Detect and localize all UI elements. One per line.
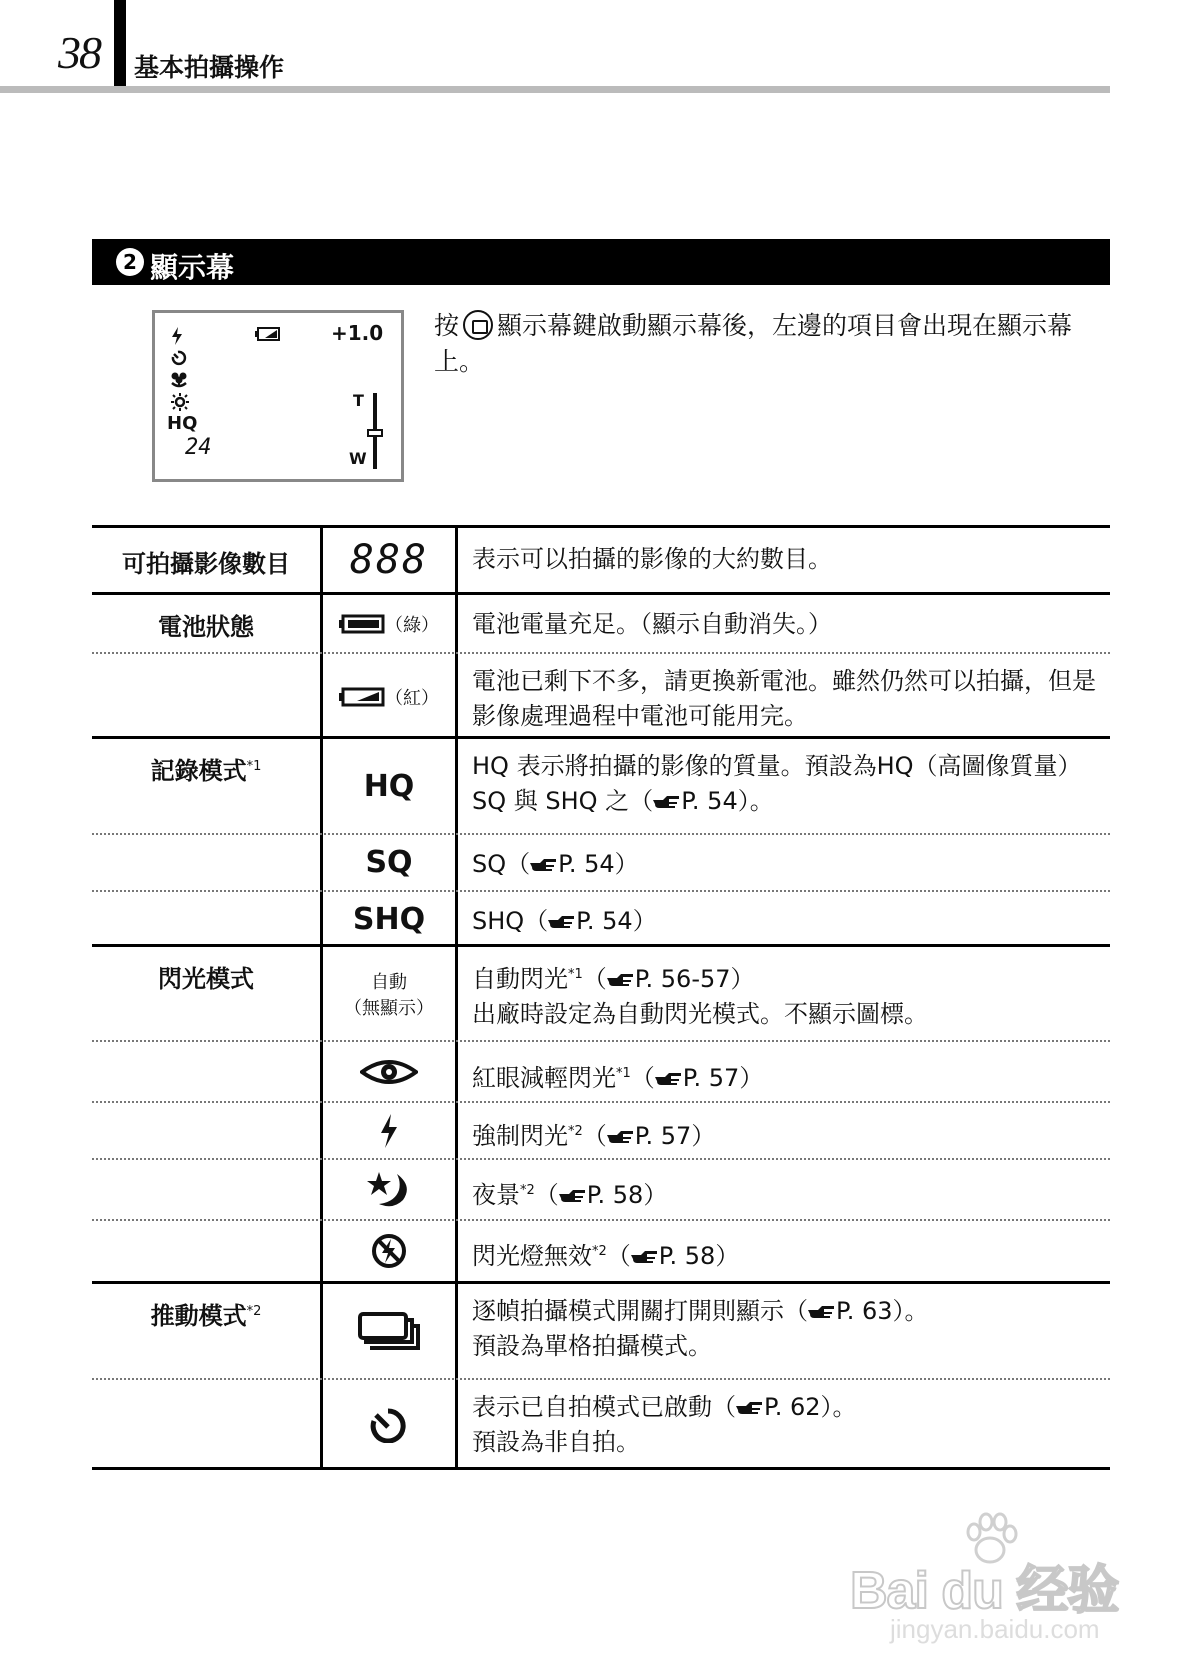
header-bar — [114, 0, 126, 92]
page-ref: P. 56-57 — [634, 965, 731, 993]
row-label-text: 推動模式 — [150, 1302, 247, 1330]
desc-text: ） — [632, 907, 657, 935]
desc-text: （ — [582, 1122, 607, 1150]
desc-text: 預設為單格拍攝模式。 — [472, 1332, 712, 1360]
row-desc: 電池電量充足。（顯示自動消失。） — [472, 610, 832, 638]
flash-icon — [379, 1114, 399, 1148]
symbol-cell — [323, 1284, 455, 1378]
pointing-hand-icon — [808, 1306, 836, 1320]
flash-icon — [171, 327, 183, 345]
battery-color-red: （紅） — [385, 687, 439, 709]
sq-symbol: SQ — [365, 845, 413, 880]
footnote-mark: *2 — [520, 1183, 535, 1198]
row-desc — [472, 1042, 1110, 1096]
table-group-record-mode — [92, 739, 1110, 947]
desc-text: SHQ（ — [472, 907, 549, 935]
table-row — [92, 595, 1110, 652]
desc-text: （ — [630, 1064, 655, 1092]
row-label-images: 可拍攝影像數目 — [122, 550, 290, 578]
table-row — [92, 652, 1110, 739]
watermark-url: jingyan.baidu.com — [890, 1614, 1100, 1644]
footnote-mark: *1 — [616, 1066, 631, 1081]
display-items-table — [92, 525, 1110, 1470]
desc-text: 出廠時設定為自動閃光模式。不顯示圖標。 — [472, 1000, 928, 1028]
battery-color-green: （綠） — [385, 614, 439, 636]
desc-text: ） — [730, 965, 755, 993]
page-number: 38 — [58, 27, 100, 78]
desc-text: ）。 — [737, 787, 774, 815]
row-desc — [472, 1380, 1110, 1460]
desc-text: 閃光燈無效 — [472, 1242, 592, 1270]
symbol-cell — [323, 835, 455, 890]
pointing-hand-icon — [631, 1251, 659, 1265]
table-row — [92, 1284, 1110, 1378]
table-group-images — [92, 528, 1110, 595]
symbol-cell — [323, 528, 455, 592]
pointing-hand-icon — [548, 916, 576, 930]
intro-text — [434, 308, 1114, 380]
night-scene-icon — [365, 1170, 413, 1210]
table-row — [92, 528, 1110, 592]
macro-icon — [169, 371, 189, 389]
table-group-drive-mode — [92, 1284, 1110, 1470]
lcd-exposure: +1.0 — [331, 321, 384, 345]
row-desc: 電池已剩下不多，請更換新電池。雖然仍然可以拍攝，但是影像處理過程中電池可能用完。 — [472, 667, 1096, 730]
desc-text: ） — [715, 1242, 740, 1270]
table-row — [92, 833, 1110, 890]
desc-text: （ — [534, 1181, 559, 1209]
lcd-quality: HQ — [167, 413, 198, 434]
page-ref: P. 58 — [586, 1181, 644, 1209]
section-title: 顯示幕 — [150, 251, 235, 284]
symbol-cell — [323, 1221, 455, 1281]
symbol-cell — [323, 947, 455, 1040]
auto-label: 自動 — [371, 971, 407, 993]
flash-off-icon — [371, 1233, 407, 1269]
row-desc — [472, 835, 1110, 882]
desc-text: （ — [606, 1242, 631, 1270]
lcd-panel-illustration — [152, 310, 404, 482]
table-row — [92, 1040, 1110, 1101]
desc-text: ） — [614, 850, 639, 878]
self-timer-icon — [169, 349, 187, 367]
table-row — [92, 739, 1110, 833]
desc-text: ） — [739, 1064, 764, 1092]
red-eye-icon — [360, 1058, 418, 1086]
footnote-mark: *1 — [246, 759, 262, 774]
symbol-cell — [323, 1160, 455, 1219]
desc-text: ） — [691, 1122, 716, 1150]
lcd-zoom-t: T — [353, 391, 364, 410]
row-desc — [472, 1284, 1110, 1364]
page-ref: P. 62 — [764, 1393, 821, 1421]
desc-text: HQ 表示將拍攝的影像的質量。預設為HQ（高圖像質量）SQ 與 SHQ 之（ — [472, 752, 1082, 815]
self-timer-icon — [366, 1407, 412, 1443]
lcd-count: 24 — [185, 435, 212, 460]
pointing-hand-icon — [655, 1073, 683, 1087]
intro-text-part1: 按 — [434, 311, 460, 340]
lcd-zoom-w: W — [349, 449, 367, 468]
table-row — [92, 890, 1110, 947]
desc-text: ）。 — [892, 1297, 929, 1325]
page-ref: P. 54 — [681, 787, 738, 815]
row-desc — [472, 1103, 1110, 1154]
footnote-mark: *2 — [592, 1244, 607, 1259]
shq-symbol: SHQ — [352, 902, 426, 937]
table-group-flash-mode — [92, 947, 1110, 1284]
segment-digits-symbol: 888 — [349, 537, 429, 583]
row-label-text: 記錄模式 — [150, 757, 247, 785]
symbol-cell — [323, 654, 455, 739]
symbol-cell — [323, 1042, 455, 1101]
intro-text-part2: 顯示幕鍵啟動顯示幕後，左邊的項目會出現在顯示幕上。 — [434, 311, 1073, 376]
pointing-hand-icon — [607, 1131, 635, 1145]
page-ref: P. 54 — [558, 850, 615, 878]
header-rule — [0, 86, 1110, 93]
row-desc — [472, 739, 1110, 819]
pointing-hand-icon — [653, 796, 681, 810]
symbol-cell — [323, 739, 455, 833]
symbol-cell — [323, 1380, 455, 1470]
desc-text: 夜景 — [472, 1181, 520, 1209]
desc-text: 表示已自拍模式已啟動（ — [472, 1393, 736, 1421]
pointing-hand-icon — [736, 1402, 764, 1416]
page-ref: P. 63 — [836, 1297, 893, 1325]
page-ref: P. 57 — [634, 1122, 692, 1150]
row-desc — [472, 947, 1110, 1032]
desc-text: 強制閃光 — [472, 1122, 568, 1150]
page-ref: P. 57 — [682, 1064, 740, 1092]
footnote-mark: *2 — [246, 1304, 262, 1319]
no-display-label: （無顯示） — [344, 997, 434, 1019]
symbol-cell — [323, 1103, 455, 1158]
row-desc — [472, 892, 1110, 939]
table-row — [92, 947, 1110, 1040]
footnote-mark: *1 — [568, 967, 583, 982]
desc-text: ） — [643, 1181, 668, 1209]
row-label-battery: 電池狀態 — [158, 613, 254, 641]
desc-text: 紅眼減輕閃光 — [472, 1064, 616, 1092]
battery-icon — [255, 327, 281, 341]
symbol-cell — [323, 892, 455, 947]
pointing-hand-icon — [607, 974, 635, 988]
pointing-hand-icon — [530, 859, 558, 873]
section-header — [92, 239, 1110, 285]
desc-text: SQ（ — [472, 850, 531, 878]
symbol-cell — [323, 595, 455, 652]
battery-full-icon — [339, 614, 385, 634]
table-row — [92, 1219, 1110, 1281]
row-desc — [472, 1221, 1110, 1274]
table-row — [92, 1101, 1110, 1158]
chapter-title: 基本拍攝操作 — [134, 53, 285, 82]
pointing-hand-icon — [559, 1190, 587, 1204]
page-ref: P. 58 — [658, 1242, 716, 1270]
hq-symbol: HQ — [363, 768, 415, 804]
desc-text: 逐幀拍攝模式開關打開則顯示（ — [472, 1297, 808, 1325]
zoom-indicator — [367, 429, 383, 437]
battery-low-icon — [339, 687, 385, 707]
table-group-battery — [92, 595, 1110, 739]
row-desc: 表示可以拍攝的影像的大約數目。 — [472, 545, 832, 573]
section-number: 2 — [116, 248, 144, 276]
desc-text: 自動閃光 — [472, 965, 568, 993]
page-ref: P. 54 — [576, 907, 633, 935]
row-desc — [472, 1160, 1110, 1213]
monitor-button-icon — [463, 310, 493, 340]
row-label-flash-mode: 閃光模式 — [158, 965, 254, 993]
desc-text: 預設為非自拍。 — [472, 1428, 640, 1456]
sequential-shooting-icon — [358, 1312, 420, 1350]
watermark-brand: Bai du 经验 — [850, 1562, 1119, 1620]
footnote-mark: *2 — [568, 1124, 583, 1139]
desc-text: （ — [582, 965, 607, 993]
sun-icon — [169, 393, 191, 411]
table-row — [92, 1378, 1110, 1470]
desc-text: ）。 — [820, 1393, 857, 1421]
table-row — [92, 1158, 1110, 1219]
